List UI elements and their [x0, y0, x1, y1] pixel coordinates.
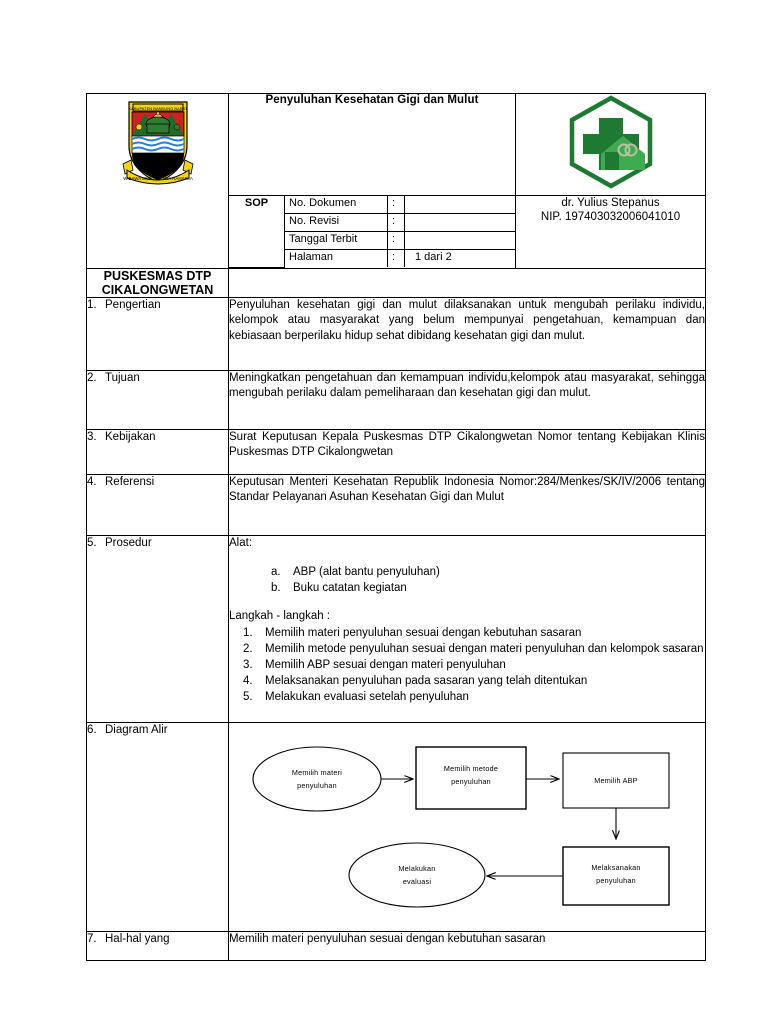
- facility-blank-cell: [229, 268, 706, 297]
- flow-node-5-line1: Melakukan: [398, 863, 436, 873]
- section-label-tujuan: [87, 370, 229, 429]
- section-title-hal-hal: Hal-hal yang: [105, 932, 170, 945]
- langkah-list-item: [243, 625, 705, 641]
- section-title-kebijakan: Kebijakan: [105, 430, 156, 443]
- sop-document-table: [86, 93, 706, 961]
- langkah-list-item: [243, 641, 705, 657]
- right-logo-cell: [516, 94, 706, 196]
- alat-text-a: ABP (alat bantu penyuluhan): [293, 566, 440, 578]
- left-logo-cell: [87, 94, 229, 269]
- section-label-pengertian: [87, 297, 229, 370]
- alat-marker-b: b.: [271, 582, 281, 594]
- meta-label-halaman: Halaman: [285, 250, 388, 268]
- sop-word-label: SOP: [229, 196, 285, 267]
- meta-label-no-revisi: No. Revisi: [285, 214, 388, 232]
- signer-nip: NIP. 197403032006041010: [540, 211, 681, 223]
- section-row-diagram-alir: [87, 722, 706, 931]
- section-title-referensi: Referensi: [105, 475, 155, 488]
- section-number-diagram-alir: 6.: [87, 723, 97, 736]
- langkah-text-3: Memilih ABP sesuai dengan materi penyuluhan: [265, 658, 506, 671]
- meta-label-no-dokumen: No. Dokumen: [285, 196, 388, 214]
- flow-node-2-line2: penyuluhan: [451, 776, 491, 786]
- alat-heading: Alat:: [229, 536, 253, 549]
- section-body-tujuan: Meningkatkan pengetahuan dan kemampuan individu,kelompok atau masyarakat, sehingga mengubah perilaku dalam pemeliharaan dan kesehatan gigi dan mulut.: [229, 370, 706, 429]
- flow-node-3-line1: Memilih ABP: [594, 775, 638, 785]
- flow-node-ellipse-memilih-materi: [253, 747, 381, 811]
- flow-node-ellipse-melakukan-evaluasi: [349, 843, 485, 907]
- meta-label-tanggal-terbit: Tanggal Terbit: [285, 232, 388, 250]
- langkah-marker-2: 2.: [243, 642, 253, 655]
- section-number-hal-hal: 7.: [87, 932, 97, 945]
- section-label-referensi: [87, 474, 229, 535]
- section-number-prosedur: 5.: [87, 536, 97, 549]
- svg-text:WIBAWA MUKTI KERTA RAHARJA: WIBAWA MUKTI KERTA RAHARJA: [122, 176, 193, 181]
- section-body-pengertian: Penyuluhan kesehatan gigi dan mulut dilaksanakan untuk mengubah perilaku individu, kelompok atau masyarakat yang belum mempunyai pengetahuan, kemampuan dan kebiasaan berperilaku hidup sehat dibidang kesehatan gigi dan mulut.: [229, 297, 706, 370]
- section-number-referensi: 4.: [87, 475, 97, 488]
- flow-node-5-line2: evaluasi: [402, 876, 432, 886]
- langkah-text-2: Memilih metode penyuluhan sesuai dengan materi penyuluhan dan kelompok sasaran: [265, 642, 704, 655]
- header-row: [87, 94, 706, 196]
- section-label-hal-hal: [87, 931, 229, 960]
- meta-colon-0: :: [388, 196, 405, 214]
- section-title-prosedur: Prosedur: [105, 536, 152, 549]
- facility-name: [87, 268, 229, 297]
- alat-list-item: [271, 564, 705, 580]
- meta-value-no-dokumen: [405, 196, 516, 214]
- document-title: Penyuluhan Kesehatan Gigi dan Mulut: [229, 94, 516, 196]
- section-number-pengertian: 1.: [87, 298, 97, 311]
- meta-row-dokumen: [229, 196, 515, 214]
- meta-colon-2: :: [388, 232, 405, 250]
- langkah-marker-1: 1.: [243, 626, 253, 639]
- flowchart: [229, 723, 705, 931]
- spacer-1: [229, 551, 705, 564]
- meta-value-no-revisi: [405, 214, 516, 232]
- sop-meta-cell: [229, 196, 516, 269]
- section-body-hal-hal: Memilih materi penyuluhan sesuai dengan kebutuhan sasaran: [229, 931, 706, 960]
- section-row-pengertian: [87, 297, 706, 370]
- langkah-text-4: Melaksanakan penyuluhan pada sasaran yang telah ditentukan: [265, 674, 588, 687]
- meta-value-tanggal-terbit: [405, 232, 516, 250]
- section-row-prosedur: [87, 535, 706, 722]
- facility-row: [87, 268, 706, 297]
- flow-node-1-line1: Memilih materi: [291, 767, 343, 777]
- facility-name-line2: CIKALONGWETAN: [101, 282, 214, 297]
- flow-node-4-line1: Melaksanakan: [591, 862, 641, 872]
- spacer-2: [229, 596, 705, 609]
- flow-node-2-line1: Memilih metode: [443, 763, 499, 773]
- section-label-prosedur: [87, 535, 229, 722]
- alat-list: [271, 564, 705, 596]
- signature-cell: [516, 196, 706, 269]
- section-title-pengertian: Pengertian: [105, 298, 161, 311]
- section-row-referensi: [87, 474, 706, 535]
- langkah-marker-3: 3.: [243, 658, 253, 671]
- section-row-kebijakan: [87, 429, 706, 474]
- flowchart-svg: [229, 723, 706, 931]
- section-row-tujuan: [87, 370, 706, 429]
- puskesmas-hexagon-cross-logo-icon: [561, 94, 661, 190]
- langkah-list-item: [243, 689, 705, 705]
- langkah-list-item: [243, 673, 705, 689]
- section-number-kebijakan: 3.: [87, 430, 97, 443]
- section-title-tujuan: Tujuan: [105, 371, 140, 384]
- section-label-diagram-alir: [87, 722, 229, 931]
- langkah-list-item: [243, 657, 705, 673]
- section-body-prosedur: [229, 535, 706, 722]
- flow-node-4-line2: penyuluhan: [596, 875, 636, 885]
- svg-text:KABUPATEN BANDUNG BARAT: KABUPATEN BANDUNG BARAT: [128, 106, 187, 111]
- meta-colon-3: :: [388, 250, 405, 268]
- sop-meta-table: [229, 196, 515, 268]
- kabupaten-bandung-barat-coat-of-arms-icon: [119, 94, 197, 190]
- section-body-kebijakan: Surat Keputusan Kepala Puskesmas DTP Cikalongwetan Nomor tentang Kebijakan Klinis Puskesmas DTP Cikalongwetan: [229, 429, 706, 474]
- langkah-marker-4: 4.: [243, 674, 253, 687]
- langkah-text-1: Memilih materi penyuluhan sesuai dengan kebutuhan sasaran: [265, 626, 582, 639]
- alat-list-item: [271, 580, 705, 596]
- section-title-diagram-alir: Diagram Alir: [105, 723, 168, 736]
- meta-colon-1: :: [388, 214, 405, 232]
- alat-text-b: Buku catatan kegiatan: [293, 582, 407, 594]
- langkah-text-5: Melakukan evaluasi setelah penyuluhan: [265, 690, 469, 703]
- langkah-list: [243, 625, 705, 705]
- meta-value-halaman: 1 dari 2: [405, 250, 516, 268]
- langkah-heading: Langkah - langkah :: [229, 610, 331, 622]
- facility-name-line1: PUSKESMAS DTP: [103, 268, 212, 283]
- section-label-kebijakan: [87, 429, 229, 474]
- signer-name: dr. Yulius Stepanus: [561, 197, 660, 209]
- section-number-tujuan: 2.: [87, 371, 97, 384]
- section-body-referensi: Keputusan Menteri Kesehatan Republik Indonesia Nomor:284/Menkes/SK/IV/2006 tentang Standar Pelayanan Asuhan Kesehatan Gigi dan Mulut: [229, 474, 706, 535]
- langkah-marker-5: 5.: [243, 690, 253, 703]
- alat-marker-a: a.: [271, 566, 281, 578]
- section-row-hal-hal: [87, 931, 706, 960]
- flowchart-cell: [229, 722, 706, 931]
- flow-node-1-line2: penyuluhan: [297, 780, 337, 790]
